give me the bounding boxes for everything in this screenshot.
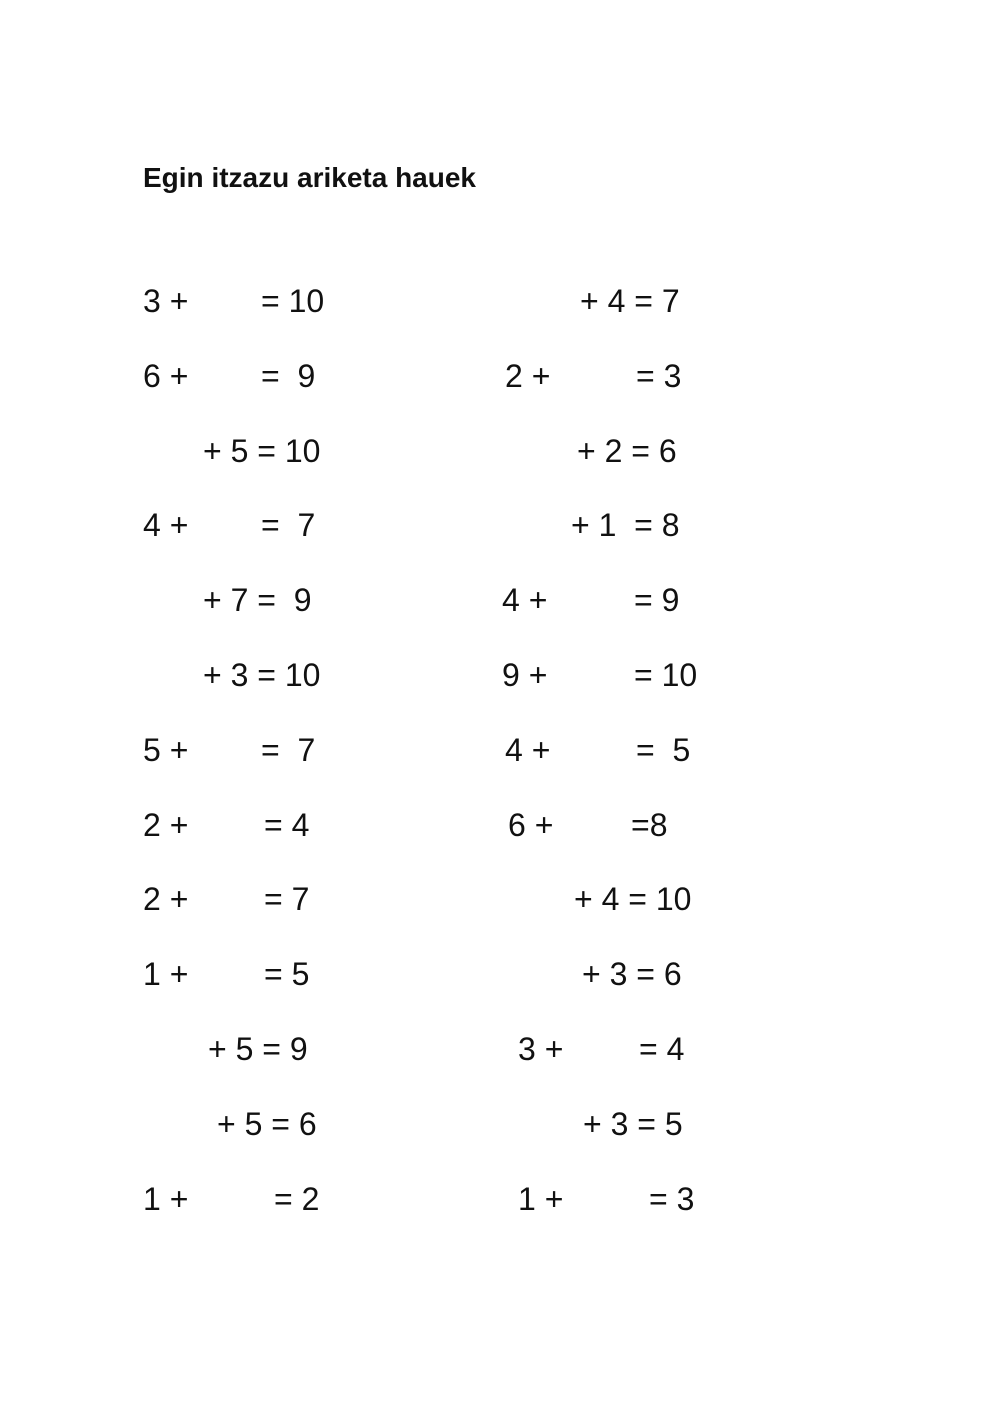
exercise-equation: = 10: [261, 283, 325, 319]
exercise-equation: = 4: [639, 1030, 685, 1067]
exercise-row: [143, 878, 483, 953]
exercise-equation: = 10: [634, 656, 698, 693]
exercise-equation: + 3 = 10: [203, 656, 321, 693]
exercise-equation: + 4 = 10: [574, 881, 692, 918]
exercise-row: [143, 1178, 483, 1253]
exercise-equation: = 5: [264, 956, 310, 993]
exercise-row: [500, 579, 840, 654]
exercise-row: [143, 804, 483, 879]
exercise-addend: 3 +: [143, 283, 189, 319]
exercise-row: [500, 1178, 840, 1253]
exercise-addend: 4 +: [505, 731, 551, 768]
exercise-row: [500, 953, 840, 1028]
exercise-row: [500, 504, 840, 579]
exercise-row: [143, 280, 483, 355]
exercise-addend: 4 +: [143, 507, 189, 544]
exercise-equation: = 7: [264, 881, 310, 918]
exercise-addend: 2 +: [143, 881, 189, 918]
exercise-equation: = 7: [261, 507, 316, 544]
exercise-row: [500, 355, 840, 430]
exercise-equation: = 4: [264, 806, 310, 843]
exercise-addend: 1 +: [518, 1180, 564, 1217]
exercise-equation: + 5 = 10: [203, 432, 321, 469]
exercise-row: [500, 430, 840, 505]
exercise-equation: + 3 = 6: [582, 956, 682, 993]
exercise-addend: 9 +: [502, 656, 548, 693]
exercise-row: [500, 1103, 840, 1178]
exercise-addend: 2 +: [143, 806, 189, 843]
exercise-addend: 6 +: [143, 357, 189, 394]
exercise-row: [500, 804, 840, 879]
exercise-row: [143, 430, 483, 505]
exercise-row: [143, 729, 483, 804]
exercise-row: [500, 654, 840, 729]
exercise-equation: + 5 = 6: [217, 1105, 317, 1142]
exercise-equation: + 5 = 9: [208, 1030, 308, 1067]
exercise-addend: 6 +: [508, 806, 554, 843]
exercise-row: [500, 729, 840, 804]
exercise-equation: = 9: [261, 357, 316, 394]
worksheet-title: Egin itzazu ariketa hauek: [143, 162, 476, 193]
exercise-column-left: [143, 280, 483, 1252]
exercise-addend: 4 +: [502, 582, 548, 619]
exercise-equation: + 3 = 5: [583, 1105, 683, 1142]
exercise-row: [143, 654, 483, 729]
exercise-equation: + 1 = 8: [571, 507, 680, 544]
exercise-equation: + 2 = 6: [577, 432, 677, 469]
exercise-equation: = 7: [261, 731, 316, 768]
exercise-addend: 5 +: [143, 731, 189, 768]
exercise-equation: + 7 = 9: [203, 582, 312, 619]
exercise-row: [500, 280, 840, 355]
exercise-row: [143, 953, 483, 1028]
exercise-equation: =8: [631, 806, 668, 843]
exercise-row: [143, 1103, 483, 1178]
exercise-column-right: [500, 280, 840, 1252]
exercise-row: [143, 1028, 483, 1103]
exercise-equation: + 4 = 7: [580, 283, 680, 319]
exercise-row: [500, 878, 840, 953]
exercise-row: [143, 355, 483, 430]
exercise-addend: 2 +: [505, 357, 551, 394]
exercise-equation: = 2: [274, 1180, 320, 1217]
exercise-row: [143, 504, 483, 579]
exercise-row: [143, 579, 483, 654]
exercise-row: [500, 1028, 840, 1103]
exercise-addend: 3 +: [518, 1030, 564, 1067]
exercise-equation: = 3: [649, 1180, 695, 1217]
exercise-addend: 1 +: [143, 1180, 189, 1217]
exercise-addend: 1 +: [143, 956, 189, 993]
exercise-equation: = 5: [636, 731, 691, 768]
exercise-equation: = 3: [636, 357, 682, 394]
exercise-equation: = 9: [634, 582, 680, 619]
